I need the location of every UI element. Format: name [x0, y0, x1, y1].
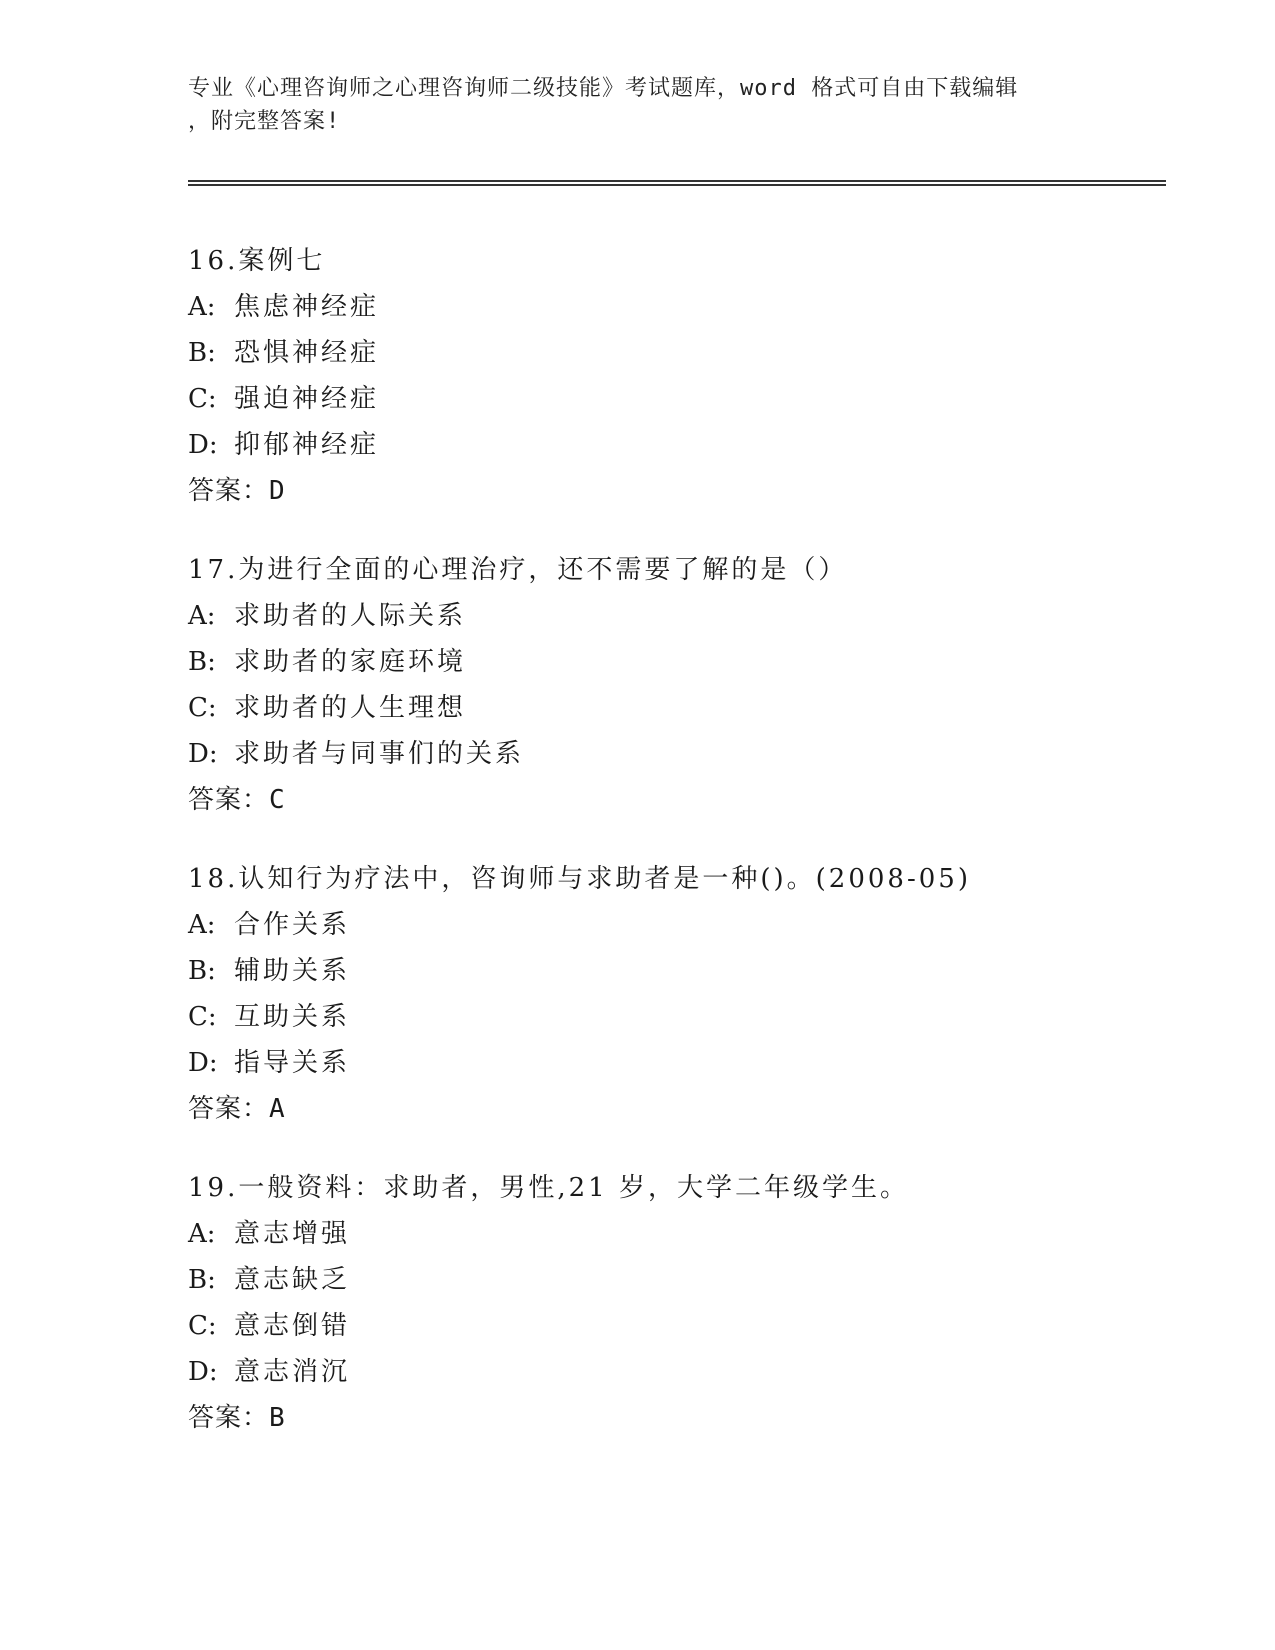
- option-text: 意志增强: [234, 1219, 351, 1249]
- option-b: [188, 639, 1168, 685]
- option-text: 求助者的人生理想: [234, 693, 467, 723]
- option-b: [188, 948, 1168, 994]
- option-label: C:: [188, 693, 217, 723]
- option-c: [188, 1303, 1168, 1349]
- option-label: B:: [188, 956, 216, 986]
- option-a: [188, 593, 1168, 639]
- question-16: [188, 238, 1168, 514]
- option-a: [188, 1211, 1168, 1257]
- header-line-1: 专业《心理咨询师之心理咨询师二级技能》考试题库，word 格式可自由下载编辑: [188, 76, 1019, 101]
- option-label: A:: [188, 292, 216, 322]
- option-label: B:: [188, 338, 216, 368]
- option-label: C:: [188, 1311, 217, 1341]
- option-label: D:: [188, 739, 218, 769]
- option-text: 辅助关系: [234, 956, 351, 986]
- answer-line: 答案：C: [188, 785, 286, 815]
- option-text: 求助者的家庭环境: [234, 647, 467, 677]
- question-title: 19.一般资料：求助者，男性,21 岁，大学二年级学生。: [188, 1173, 909, 1203]
- option-label: B:: [188, 647, 216, 677]
- option-d: [188, 731, 1168, 777]
- question-18: [188, 856, 1168, 1132]
- option-text: 抑郁神经症: [234, 430, 380, 460]
- header-divider: [188, 180, 1166, 186]
- option-text: 求助者与同事们的关系: [234, 739, 525, 769]
- answer-line: 答案：D: [188, 476, 286, 506]
- option-text: 意志消沉: [234, 1357, 351, 1387]
- option-b: [188, 330, 1168, 376]
- header-line-2: ，附完整答案!: [188, 109, 341, 134]
- option-d: [188, 1040, 1168, 1086]
- option-c: [188, 994, 1168, 1040]
- option-c: [188, 685, 1168, 731]
- option-a: [188, 284, 1168, 330]
- option-label: D:: [188, 1357, 218, 1387]
- question-list: [188, 238, 1168, 1474]
- option-d: [188, 422, 1168, 468]
- option-label: D:: [188, 1048, 218, 1078]
- question-title: 18.认知行为疗法中，咨询师与求助者是一种()。(2008-05): [188, 864, 971, 894]
- option-text: 互助关系: [234, 1002, 351, 1032]
- option-c: [188, 376, 1168, 422]
- question-title: 16.案例七: [188, 246, 326, 276]
- option-label: C:: [188, 1002, 217, 1032]
- option-label: B:: [188, 1265, 216, 1295]
- option-text: 恐惧神经症: [234, 338, 380, 368]
- option-text: 焦虑神经症: [234, 292, 380, 322]
- question-title: 17.为进行全面的心理治疗，还不需要了解的是（）: [188, 555, 848, 585]
- option-d: [188, 1349, 1168, 1395]
- option-text: 强迫神经症: [234, 384, 380, 414]
- question-17: [188, 547, 1168, 823]
- option-text: 指导关系: [234, 1048, 351, 1078]
- answer-line: 答案：B: [188, 1403, 286, 1433]
- option-text: 求助者的人际关系: [234, 601, 467, 631]
- document-header: [188, 72, 1088, 138]
- option-text: 合作关系: [234, 910, 351, 940]
- option-text: 意志缺乏: [234, 1265, 351, 1295]
- option-label: C:: [188, 384, 217, 414]
- answer-line: 答案：A: [188, 1094, 286, 1124]
- question-19: [188, 1165, 1168, 1441]
- option-text: 意志倒错: [234, 1311, 351, 1341]
- option-label: A:: [188, 910, 216, 940]
- option-label: D:: [188, 430, 218, 460]
- option-b: [188, 1257, 1168, 1303]
- option-label: A:: [188, 601, 216, 631]
- option-label: A:: [188, 1219, 216, 1249]
- option-a: [188, 902, 1168, 948]
